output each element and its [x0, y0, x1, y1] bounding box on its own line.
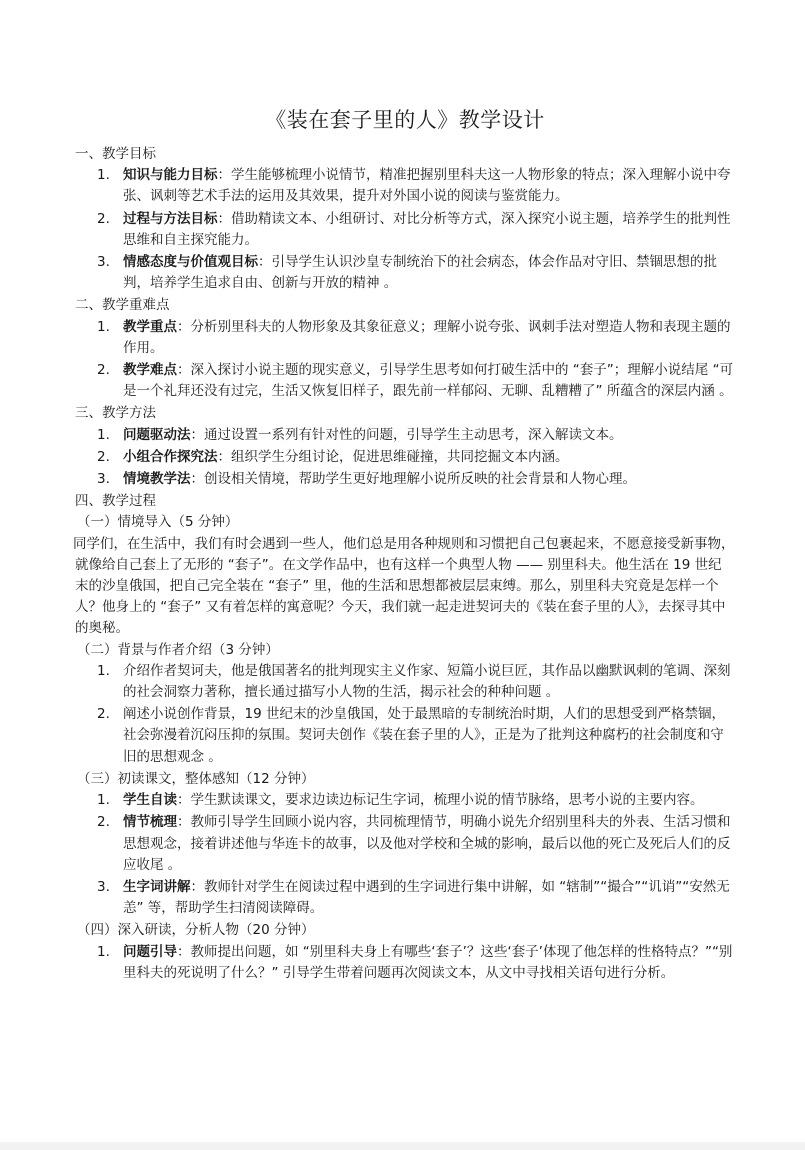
item-number: 1. [97, 318, 110, 335]
item-number: 2. [97, 210, 110, 227]
item-text: ：深入探讨小说主题的现实意义，引导学生思考如何打破生活中的 “套子”；理解小说结尾 “可是一个礼拜还没有过完，生活又恢复旧样子，跟先前一样郁闷、无聊、乱糟糟了” 所蕴含的深层内涵 。 [123, 362, 734, 400]
item-number: 1. [97, 662, 110, 679]
item-text: ：借助精读文本、小组研讨、对比分析等方式，深入探究小说主题，培养学生的批判性思维和自主探究能力。 [123, 210, 731, 248]
methods-list [75, 425, 735, 491]
item-text: 阐述小说创作背景，19 世纪末的沙皇俄国，处于最黑暗的专制统治时期，人们的思想受到严格禁锢，社会弥漫着沉闷压抑的氛围。契诃夫创作《装在套子里的人》，正是为了批判这种腐朽的社会制度和守旧的思想观念 。 [123, 706, 725, 765]
list-item [75, 469, 735, 490]
item-lead: 小组合作探究法 [123, 448, 218, 465]
item-text: ：学生能够梳理小说情节，精准把握别里科夫这一人物形象的特点；深入理解小说中夸张、讽刺等艺术手法的运用及其效果，提升对外国小说的阅读与鉴赏能力。 [123, 167, 731, 205]
item-lead: 情境教学法 [123, 471, 191, 488]
item-number: 3. [97, 878, 110, 895]
item-text: ：教师引导学生回顾小说内容，共同梳理情节，明确小说先介绍别里科夫的外表、生活习惯和思想观念，接着讲述他与华连卡的故事，以及他对学校和全城的影响，最后以他的死亡及死后人们的反应收尾 。 [123, 814, 731, 873]
subsection-heading-deep-read: （四）深入研读，分析人物（20 分钟） [77, 922, 315, 939]
item-lead: 生字词讲解 [123, 878, 191, 895]
list-item [75, 317, 735, 359]
section-heading-process: 四、教学过程 [75, 493, 156, 510]
section-heading-objectives: 一、教学目标 [75, 146, 156, 162]
item-number: 2. [97, 706, 110, 723]
item-text: 介绍作者契诃夫，他是俄国著名的批判现实主义作家、短篇小说巨匠，其作品以幽默讽刺的笔调、深刻的社会洞察力著称，擅长通过描写小人物的生活，揭示社会的种种问题 。 [123, 662, 731, 701]
item-lead: 学生自读 [123, 792, 177, 809]
item-text: ：创设相关情境，帮助学生更好地理解小说所反映的社会背景和人物心理。 [190, 471, 636, 488]
list-item [75, 790, 735, 811]
item-number: 2. [97, 448, 110, 465]
item-number: 3. [97, 254, 110, 271]
item-number: 2. [97, 362, 110, 379]
list-item [75, 447, 735, 468]
list-item [75, 165, 735, 207]
item-number: 3. [97, 471, 110, 488]
item-text: ：引导学生认识沙皇专制统治下的社会病态，体会作品对守旧、禁锢思想的批判，培养学生追求自由、创新与开放的精神 。 [123, 254, 717, 292]
item-lead: 情节梳理 [123, 814, 177, 831]
item-text: ：通过设置一系列有针对性的问题，引导学生主动思考，深入解读文本。 [190, 426, 623, 443]
item-lead: 知识与能力目标 [123, 167, 218, 184]
item-lead: 过程与方法目标 [123, 210, 218, 227]
item-number: 2. [97, 814, 110, 831]
intro-paragraph: 同学们，在生活中，我们有时会遇到一些人，他们总是用各种规则和习惯把自己包裹起来，不愿意接受新事物，就像给自己套上了无形的 “套子”。在文学作品中，也有这样一个典型人物 —— 别里科夫。他生活在 19 世纪末的沙皇俄国，把自己完全装在 “套子” 里，他的生活和思想都被层层束缚。那么，别里科夫究竟是怎样一个人？他身上的 “套子” 又有着怎样的寓意呢？今天，我们就一起走进契诃夫的《装在套子里的人》，去探寻其中的奥秘。 [73, 535, 735, 637]
item-text: ：组织学生分组讨论，促进思维碰撞，共同挖掘文本内涵。 [217, 448, 569, 465]
list-item [75, 425, 735, 446]
item-text: ：教师提出问题，如 “别里科夫身上有哪些‘套子’？这些‘套子’体现了他怎样的性格特点？”“别里科夫的死说明了什么？” 引导学生带着问题再次阅读文本，从文中寻找相关语句进行分析。 [123, 943, 733, 981]
list-item [75, 704, 735, 768]
subsection-heading-first-read: （三）初读课文，整体感知（12 分钟） [77, 770, 315, 787]
background-list [75, 661, 735, 768]
list-item [75, 812, 735, 876]
item-lead: 情感态度与价值观目标 [123, 254, 258, 271]
list-item [75, 360, 735, 402]
item-text: ：学生默读课文，要求边读边标记生字词，梳理小说的情节脉络，思考小说的主要内容。 [177, 792, 704, 809]
document-title: 《装在套子里的人》教学设计 [265, 108, 545, 132]
subsection-heading-background: （二）背景与作者介绍（3 分钟） [77, 641, 279, 658]
item-number: 1. [97, 167, 110, 184]
key-points-list [75, 317, 735, 403]
list-item [75, 942, 735, 984]
item-text: ：教师针对学生在阅读过程中遇到的生字词进行集中讲解，如 “辖制”“撮合”“讥诮”“安然无恙” 等，帮助学生扫清阅读障碍。 [123, 878, 730, 917]
list-item [75, 209, 735, 251]
section-heading-methods: 三、教学方法 [75, 405, 156, 422]
first-read-list [75, 790, 735, 919]
objectives-list [75, 165, 735, 294]
list-item [75, 252, 735, 294]
section-heading-key-points: 二、教学重难点 [75, 297, 170, 314]
list-item [75, 661, 735, 703]
deep-read-list [75, 942, 735, 984]
item-lead: 问题引导 [123, 943, 177, 960]
item-lead: 问题驱动法 [123, 426, 191, 443]
list-item [75, 877, 735, 919]
subsection-heading-intro: （一）情境导入（5 分钟） [77, 514, 239, 531]
item-lead: 教学重点 [123, 318, 177, 335]
item-number: 1. [97, 943, 110, 960]
item-number: 1. [97, 792, 110, 809]
document-body [75, 105, 735, 985]
item-lead: 教学难点 [123, 362, 177, 379]
item-text: ：分析别里科夫的人物形象及其象征意义；理解小说夸张、讽刺手法对塑造人物和表现主题的作用。 [123, 318, 731, 356]
item-number: 1. [97, 426, 110, 443]
